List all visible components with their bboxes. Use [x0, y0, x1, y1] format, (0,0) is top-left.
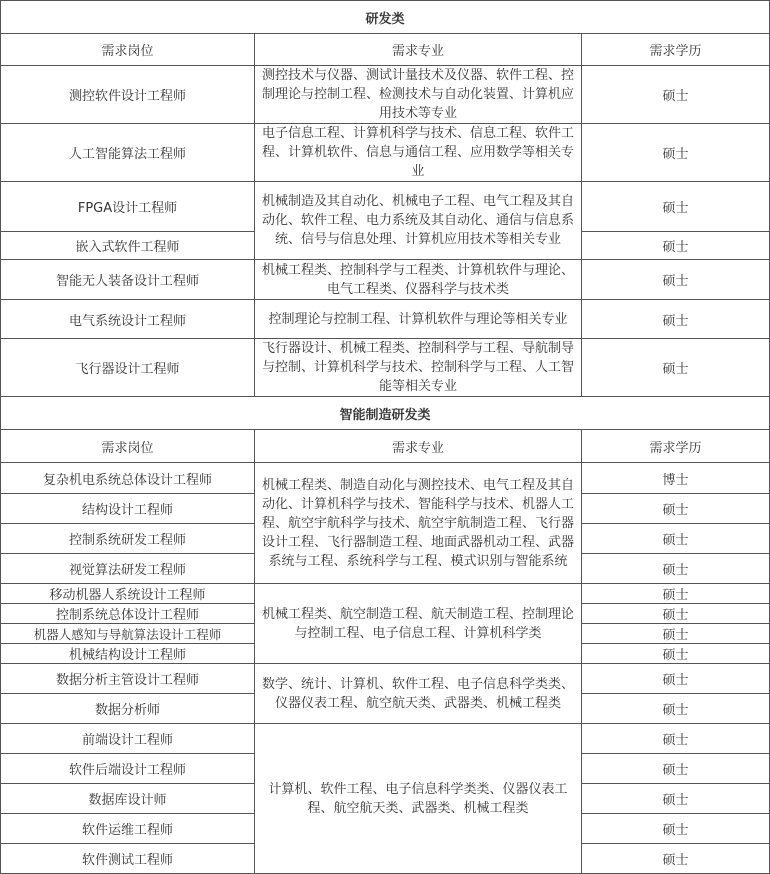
degree-cell: 硕士 [582, 339, 770, 397]
position-cell: 机器人感知与导航算法设计工程师 [1, 624, 255, 644]
section-title: 研发类 [1, 1, 770, 34]
degree-cell: 硕士 [582, 124, 770, 182]
degree-cell: 硕士 [582, 260, 770, 300]
position-cell: 控制系统总体设计工程师 [1, 604, 255, 624]
degree-cell: 硕士 [582, 844, 770, 874]
degree-cell: 硕士 [582, 694, 770, 724]
table-row [1, 124, 770, 182]
major-cell: 机械制造及其自动化、机械电子工程、电气工程及其自动化、软件工程、电力系统及其自动化、通信与信息系统、信号与信息处理、计算机应用技术等相关专业 [255, 182, 582, 260]
degree-cell: 硕士 [582, 624, 770, 644]
position-cell: 结构设计工程师 [1, 494, 255, 524]
table-row [1, 66, 770, 124]
degree-cell: 硕士 [582, 182, 770, 232]
table-row [1, 339, 770, 397]
degree-cell: 硕士 [582, 664, 770, 694]
position-cell: 控制系统研发工程师 [1, 524, 255, 554]
position-cell: 机械结构设计工程师 [1, 644, 255, 664]
major-cell: 电子信息工程、计算机科学与技术、信息工程、软件工程、计算机软件、信息与通信工程、应用数学等相关专业 [255, 124, 582, 182]
degree-cell: 硕士 [582, 644, 770, 664]
position-cell: 复杂机电系统总体设计工程师 [1, 463, 255, 494]
degree-cell: 硕士 [582, 724, 770, 754]
position-cell: 数据库设计师 [1, 784, 255, 814]
degree-cell: 硕士 [582, 300, 770, 339]
position-cell: 电气系统设计工程师 [1, 300, 255, 339]
degree-cell: 硕士 [582, 554, 770, 584]
column-header-row [1, 430, 770, 463]
degree-cell: 硕士 [582, 584, 770, 604]
header-position: 需求岗位 [1, 34, 255, 66]
table-row [1, 463, 770, 494]
section-title: 智能制造研发类 [1, 397, 770, 430]
position-cell: 视觉算法研发工程师 [1, 554, 255, 584]
degree-cell: 硕士 [582, 66, 770, 124]
position-cell: 数据分析主管设计工程师 [1, 664, 255, 694]
position-cell: 智能无人装备设计工程师 [1, 260, 255, 300]
table-row [1, 664, 770, 694]
table-row [1, 300, 770, 339]
header-position: 需求岗位 [1, 430, 255, 463]
major-cell: 测控技术与仪器、测试计量技术及仪器、软件工程、控制理论与控制工程、检测技术与自动化装置、计算机应用技术等专业 [255, 66, 582, 124]
degree-cell: 硕士 [582, 754, 770, 784]
major-cell: 控制理论与控制工程、计算机软件与理论等相关专业 [255, 300, 582, 339]
position-cell: 数据分析师 [1, 694, 255, 724]
degree-cell: 硕士 [582, 524, 770, 554]
degree-cell: 硕士 [582, 494, 770, 524]
degree-cell: 博士 [582, 463, 770, 494]
position-cell: 软件后端设计工程师 [1, 754, 255, 784]
position-cell: 软件运维工程师 [1, 814, 255, 844]
major-cell: 机械工程类、航空制造工程、航天制造工程、控制理论与控制工程、电子信息工程、计算机科学类 [255, 584, 582, 664]
table-row [1, 182, 770, 232]
table-row [1, 724, 770, 754]
section-header-row [1, 1, 770, 34]
position-cell: 飞行器设计工程师 [1, 339, 255, 397]
degree-cell: 硕士 [582, 604, 770, 624]
degree-cell: 硕士 [582, 232, 770, 260]
position-cell: 人工智能算法工程师 [1, 124, 255, 182]
position-cell: 测控软件设计工程师 [1, 66, 255, 124]
degree-cell: 硕士 [582, 814, 770, 844]
major-cell: 数学、统计、计算机、软件工程、电子信息科学类类、仪器仪表工程、航空航天类、武器类、机械工程类 [255, 664, 582, 724]
header-degree: 需求学历 [582, 34, 770, 66]
position-cell: 软件测试工程师 [1, 844, 255, 874]
column-header-row [1, 34, 770, 66]
table-row [1, 584, 770, 604]
header-major: 需求专业 [255, 34, 582, 66]
table-row [1, 260, 770, 300]
header-major: 需求专业 [255, 430, 582, 463]
position-cell: FPGA设计工程师 [1, 182, 255, 232]
position-cell: 移动机器人系统设计工程师 [1, 584, 255, 604]
major-cell: 机械工程类、制造自动化与测控技术、电气工程及其自动化、计算机科学与技术、智能科学与技术、机器人工程、航空宇航科学与技术、航空宇航制造工程、飞行器设计工程、飞行器制造工程、地面武器机动工程、武器系统与工程、系统科学与工程、模式识别与智能系统 [255, 463, 582, 584]
major-cell: 计算机、软件工程、电子信息科学类类、仪器仪表工程、航空航天类、武器类、机械工程类 [255, 724, 582, 874]
position-cell: 嵌入式软件工程师 [1, 232, 255, 260]
section-header-row [1, 397, 770, 430]
major-cell: 机械工程类、控制科学与工程类、计算机软件与理论、电气工程类、仪器科学与技术类 [255, 260, 582, 300]
major-cell: 飞行器设计、机械工程类、控制科学与工程、导航制导与控制、计算机科学与技术、控制科学与工程、人工智能等相关专业 [255, 339, 582, 397]
degree-cell: 硕士 [582, 784, 770, 814]
header-degree: 需求学历 [582, 430, 770, 463]
position-cell: 前端设计工程师 [1, 724, 255, 754]
